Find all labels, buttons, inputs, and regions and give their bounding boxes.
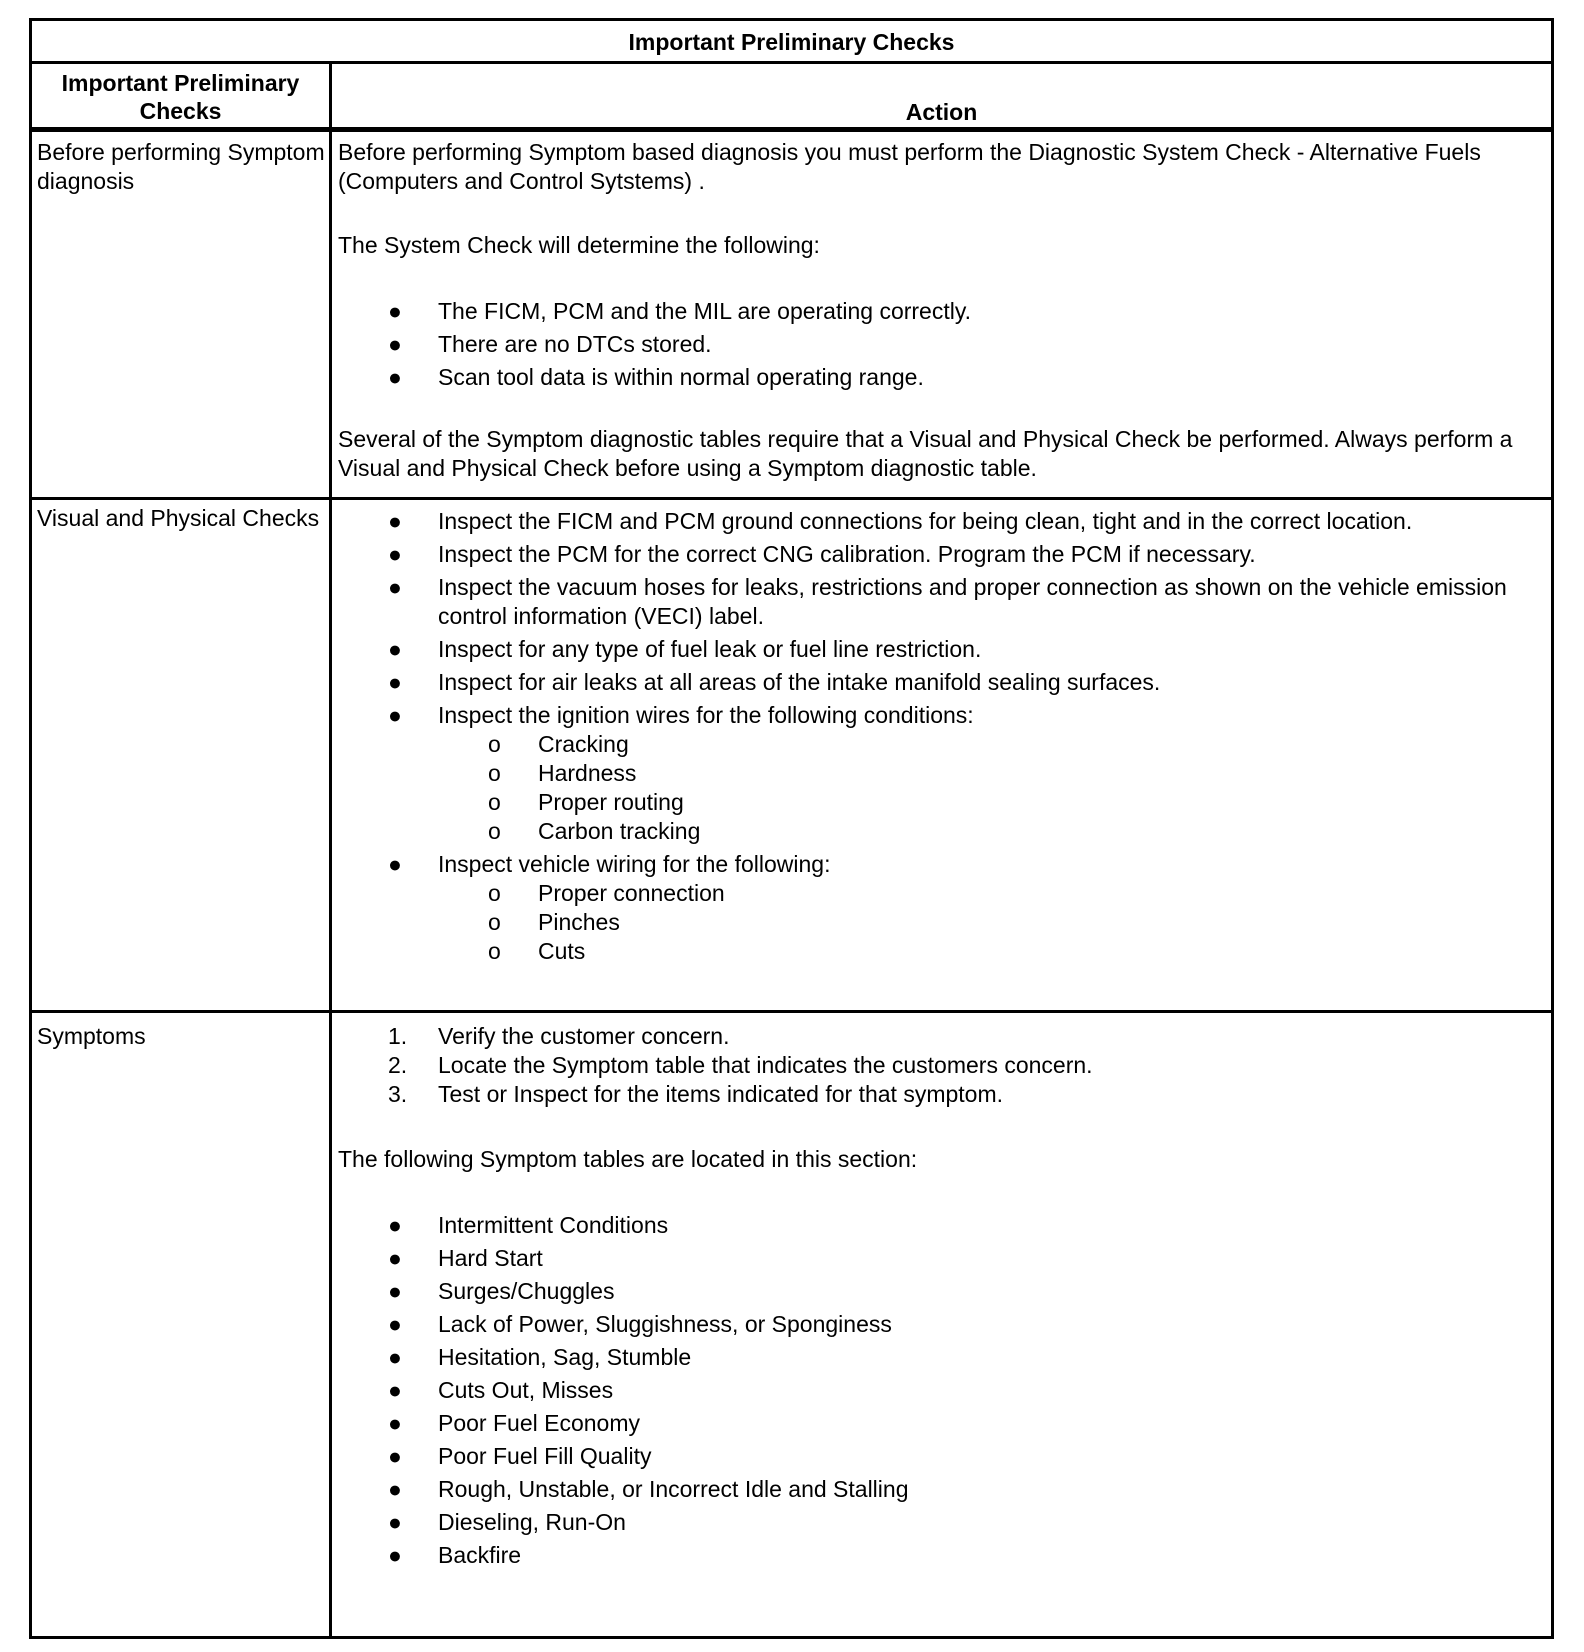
list-item-text: Poor Fuel Economy [438, 1410, 640, 1436]
bullet-icon: ● [388, 669, 402, 695]
step-item [338, 1080, 1545, 1109]
list-item [338, 850, 1545, 966]
bullet-icon: ● [388, 1344, 402, 1370]
sub-list-item [338, 730, 1545, 759]
list-item [338, 363, 1545, 392]
bullet-icon: ● [388, 331, 402, 357]
symptom-steps-list [338, 1022, 1545, 1109]
list-item [338, 1376, 1545, 1405]
bullet-icon: ● [388, 1278, 402, 1304]
step-number: 2. [388, 1052, 408, 1078]
list-item [338, 540, 1545, 569]
circle-bullet-icon: o [488, 909, 501, 935]
list-item [338, 635, 1545, 664]
header-checks: Important Preliminary Checks [61, 70, 300, 124]
list-item-text: Lack of Power, Sluggishness, or Sponginess [438, 1311, 892, 1337]
list-item-text: Cuts Out, Misses [438, 1377, 614, 1403]
bullet-icon: ● [388, 702, 402, 728]
sub-item-text: Proper routing [538, 789, 684, 815]
step-number: 3. [388, 1081, 408, 1107]
list-item-text: Rough, Unstable, or Incorrect Idle and Stalling [438, 1476, 909, 1502]
list-item-text: Hesitation, Sag, Stumble [438, 1344, 692, 1370]
list-item-text: Inspect the FICM and PCM ground connections for being clean, tight and in the correct location. [438, 508, 1413, 534]
list-item-text: Inspect the vacuum hoses for leaks, restrictions and proper connection as shown on the vehicle emission control information (VECI) label. [438, 574, 1507, 629]
step-number: 1. [388, 1023, 408, 1049]
circle-bullet-icon: o [488, 731, 501, 757]
symptom-tables-list [338, 1211, 1545, 1570]
list-item [338, 1475, 1545, 1504]
list-item-text: Hard Start [438, 1245, 543, 1271]
list-item-text: Inspect for any type of fuel leak or fuel line restriction. [438, 636, 982, 662]
lead-text: The System Check will determine the following: [338, 232, 820, 258]
list-item-text: Dieseling, Run-On [438, 1509, 626, 1535]
list-item [338, 701, 1545, 846]
wiring-conditions-list [338, 879, 1545, 966]
sub-item-text: Cuts [538, 938, 586, 964]
bullet-icon: ● [388, 1443, 402, 1469]
list-item [338, 1211, 1545, 1240]
list-item-text: Scan tool data is within normal operating range. [438, 364, 924, 390]
circle-bullet-icon: o [488, 760, 501, 786]
list-item-text: Poor Fuel Fill Quality [438, 1443, 652, 1469]
preliminary-checks-table [29, 18, 1554, 1639]
list-item-text: Inspect for air leaks at all areas of the intake manifold sealing surfaces. [438, 669, 1161, 695]
list-item-text: The FICM, PCM and the MIL are operating correctly. [438, 298, 972, 324]
ignition-conditions-list [338, 730, 1545, 846]
row-label-visual-physical: Visual and Physical Checks [37, 505, 320, 531]
sub-item-text: Hardness [538, 760, 637, 786]
step-text: Verify the customer concern. [438, 1023, 730, 1049]
list-item-text: Surges/Chuggles [438, 1278, 615, 1304]
list-item [338, 1508, 1545, 1537]
list-item-text: There are no DTCs stored. [438, 331, 712, 357]
bullet-icon: ● [388, 1245, 402, 1271]
list-item-text: Backfire [438, 1542, 522, 1568]
circle-bullet-icon: o [488, 880, 501, 906]
list-item [338, 1343, 1545, 1372]
bullet-icon: ● [388, 1542, 402, 1568]
system-check-list [338, 297, 1545, 392]
list-item-text: Inspect the ignition wires for the following conditions: [438, 702, 974, 728]
step-text: Locate the Symptom table that indicates the customers concern. [438, 1052, 1093, 1078]
bullet-icon: ● [388, 1509, 402, 1535]
circle-bullet-icon: o [488, 789, 501, 815]
circle-bullet-icon: o [488, 938, 501, 964]
list-item [338, 668, 1545, 697]
list-item-text: Inspect vehicle wiring for the following: [438, 851, 831, 877]
row-label-before-symptom: Before performing Symptom diagnosis [37, 139, 325, 194]
sub-item-text: Proper connection [538, 880, 725, 906]
sub-list-item [338, 817, 1545, 846]
sub-list-item [338, 759, 1545, 788]
sub-item-text: Cracking [538, 731, 629, 757]
bullet-icon: ● [388, 636, 402, 662]
list-item [338, 1244, 1545, 1273]
bullet-icon: ● [388, 1212, 402, 1238]
sub-item-text: Pinches [538, 909, 620, 935]
bullet-icon: ● [388, 298, 402, 324]
list-item [338, 573, 1545, 631]
header-action: Action [905, 99, 978, 125]
row-action-visual-physical [332, 507, 1551, 970]
bullet-icon: ● [388, 364, 402, 390]
rule-row1 [32, 497, 1551, 500]
list-item-text: Inspect the PCM for the correct CNG calibration. Program the PCM if necessary. [438, 541, 1256, 567]
bullet-icon: ● [388, 574, 402, 600]
bullet-icon: ● [388, 1377, 402, 1403]
sub-list-item [338, 908, 1545, 937]
list-item [338, 330, 1545, 359]
bullet-icon: ● [388, 508, 402, 534]
list-item [338, 1277, 1545, 1306]
list-item [338, 1310, 1545, 1339]
sub-item-text: Carbon tracking [538, 818, 701, 844]
circle-bullet-icon: o [488, 818, 501, 844]
sub-list-item [338, 788, 1545, 817]
closing-text: Several of the Symptom diagnostic tables require that a Visual and Physical Check be performed. Always perform a Visual and Physical Check before using a Symptom diagnostic table. [338, 426, 1513, 481]
list-item [338, 1409, 1545, 1438]
list-item-text: Intermittent Conditions [438, 1212, 669, 1238]
step-item [338, 1022, 1545, 1051]
table-title: Important Preliminary Checks [628, 29, 955, 55]
intro-text: Before performing Symptom based diagnosis you must perform the Diagnostic System Check - Alternative Fuels (Computers and Control Sytstems) . [338, 139, 1481, 194]
sub-list-item [338, 937, 1545, 966]
step-item [338, 1051, 1545, 1080]
list-item [338, 1541, 1545, 1570]
list-item [338, 297, 1545, 326]
row-label-symptoms: Symptoms [37, 1023, 146, 1049]
visual-checks-list [338, 507, 1545, 966]
list-item [338, 1442, 1545, 1471]
bullet-icon: ● [388, 851, 402, 877]
bullet-icon: ● [388, 1476, 402, 1502]
row-action-symptoms [332, 1022, 1551, 1574]
bullet-icon: ● [388, 1311, 402, 1337]
row-action-before-symptom [332, 138, 1551, 483]
bullet-icon: ● [388, 1410, 402, 1436]
step-text: Test or Inspect for the items indicated for that symptom. [438, 1081, 1004, 1107]
list-item [338, 507, 1545, 536]
rule-row2 [32, 1010, 1551, 1013]
bullet-icon: ● [388, 541, 402, 567]
symptom-tables-lead: The following Symptom tables are located in this section: [338, 1146, 918, 1172]
sub-list-item [338, 879, 1545, 908]
